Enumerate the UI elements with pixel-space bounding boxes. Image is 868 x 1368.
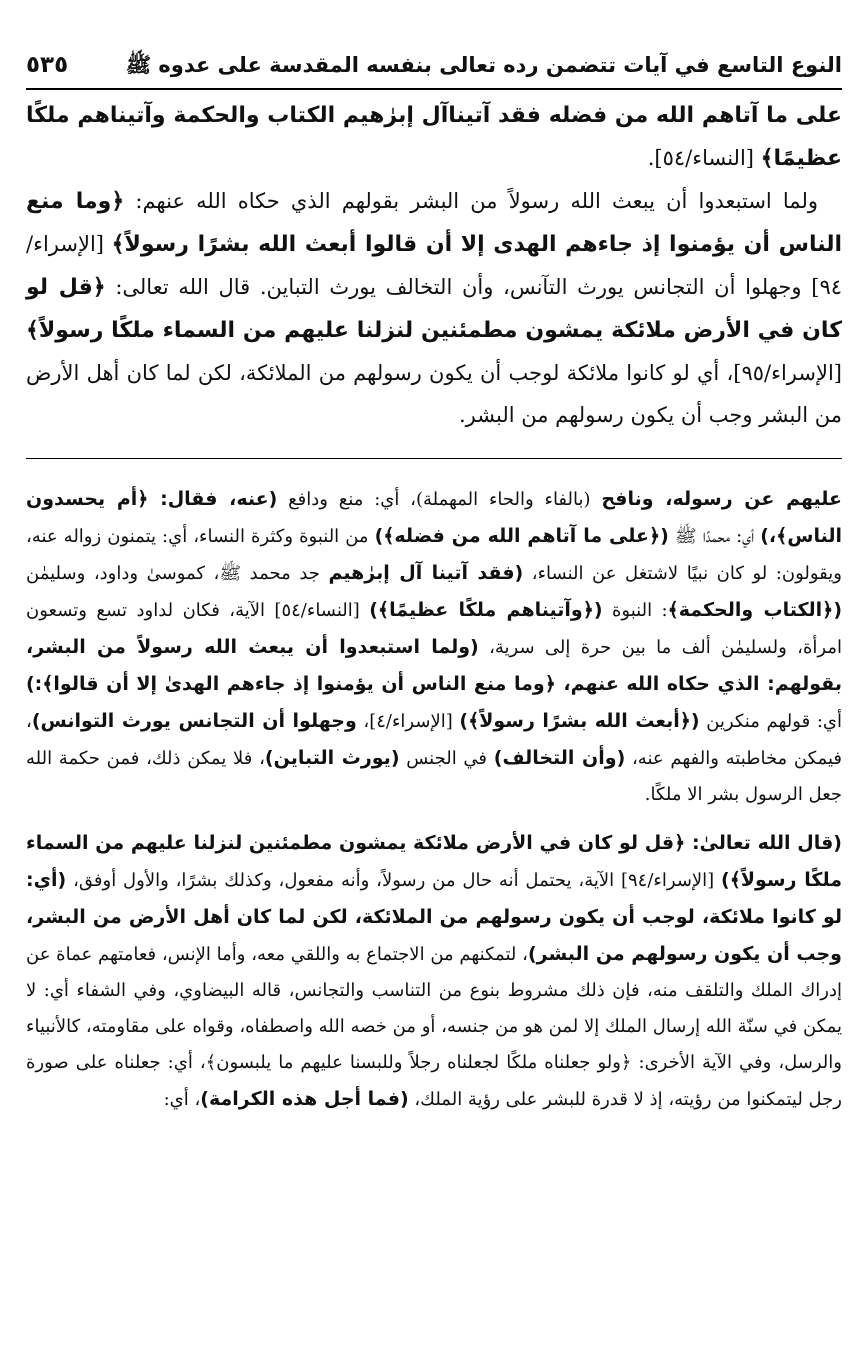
bold-text-run: (فما أجل هذه الكرامة) bbox=[200, 1088, 409, 1110]
bold-text-run: (﴿على ما آتاهم الله من فضله﴾) bbox=[374, 525, 669, 547]
text-run: أي: قولهم منكرين bbox=[699, 711, 842, 732]
text-run: من النبوة وكثرة النساء، أي: يتمنون زواله عنه، ويقولون: لو كان نبيًا لاشتغل عن النساء، bbox=[26, 526, 842, 584]
bold-text-run: (فقد آتينا آل إبرٰهيم bbox=[328, 562, 524, 584]
text-run: : النبوة bbox=[602, 600, 668, 621]
text-run: ولما استبعدوا أن يبعث الله رسولاً من البشر بقولهم الذي حكاه الله عنهم: bbox=[124, 189, 818, 213]
bold-text-run: (﴿الكتاب والحكمة﴾ bbox=[667, 599, 842, 621]
commentary-paragraph bbox=[26, 825, 842, 1118]
text-run: ، فلا يمكن ذلك، فمن حكمة الله جعل الرسول بشر الا ملكًا. bbox=[26, 748, 842, 805]
text-run: ، أي: bbox=[163, 1089, 201, 1110]
commentary-text bbox=[26, 481, 842, 1118]
text-run: ، لتمكنهم من الاجتماع به واللقي معه، وأما الإنس، فعامتهم عماة عن إدراك الملك والتلقف منه، فإن ذلك مشروط بنوع من التناسب والتجانس، قاله البيضاوي، وفي الشفاء أي: لا يمكن في سنّة الله إرسال الملك إلا لمن هو من جنسه، أو من خصه الله واصطفاه، وقواه على مقاومته، كالأنبياء والرسل، وفي الآية الأخرى: ﴿ولو جعلناه ملكًا لجعلناه رجلاً وللبسنا عليهم ما يلبسون﴾، أي: جعلناه على صورة رجل ليتمكنوا من رؤيته، إذ لا قدرة للبشر على رؤية الملك، bbox=[26, 944, 842, 1110]
text-run: [الإسراء/٩٥]، أي لو كانوا ملائكة لوجب أن يكون رسولهم من الملائكة، لكن لما كان أهل الأرض من البشر وجب أن يكون رسولهم من البشر. bbox=[26, 361, 842, 427]
main-paragraph bbox=[26, 180, 842, 436]
bold-text-run: على ما آتاهم الله من فضله فقد آتيناآل إبرٰهيم الكتاب والحكمة وآتيناهم ملكًا عظيمًا﴾ bbox=[26, 103, 842, 171]
footnote-divider bbox=[26, 458, 842, 459]
bold-text-run: (عنه، فقال: ﴿أم يحسدون الناس﴾،) bbox=[26, 488, 842, 547]
bold-text-run: (﴿أبعث الله بشرًا رسولاً﴾) bbox=[459, 710, 700, 732]
text-run: [الإسراء/٩٤] الآية، يحتمل أنه حال من رسولاً، وأنه مفعول، وكذلك بشرًا، والأول أوفق، bbox=[66, 870, 722, 891]
bold-text-run: (قال الله تعالىٰ: ﴿قل لو كان في الأرض ملائكة يمشون مطمئنين لنزلنا عليهم من السماء ملكًا رسولاً﴾) bbox=[26, 832, 842, 891]
main-text bbox=[26, 94, 842, 436]
running-header bbox=[26, 52, 842, 90]
text-run: [الإسراء/٩٤] وجهلوا أن التجانس يورث التآنس، وأن التخالف يورث التباين. قال الله تعالى: bbox=[26, 232, 842, 299]
bold-text-run: (﴿وآتيناهم ملكًا عظيمًا﴾) bbox=[369, 599, 603, 621]
bold-text-run: وجهلوا أن التجانس يورث التوانس) bbox=[31, 710, 357, 732]
text-run: [الإسراء/٤]، bbox=[356, 711, 460, 732]
text-run: أي: محمدًا ﷺ bbox=[668, 526, 761, 547]
text-run: [النساء/٥٤]. bbox=[647, 146, 761, 170]
bold-text-run: (ولما استبعدوا أن يبعث الله رسولاً من البشر، بقولهم: الذي حكاه الله عنهم، ﴿وما منع الناس أن يؤمنوا إذ جاءهم الهدىٰ إلا أن قالوا﴾:) bbox=[26, 636, 842, 695]
bold-text-run: (وأن التخالف) bbox=[493, 747, 626, 769]
text-run: [النساء/٥٤] الآية، فكان لداود تسع وتسعون امرأة، ولسليمٰن ألف ما بين حرة إلى سرية، bbox=[26, 600, 842, 658]
bold-text-run: (أي: لو كانوا ملائكة، لوجب أن يكون رسولهم من الملائكة، لكن لما كان أهل الأرض من البشر، وجب أن يكون رسولهم من البشر) bbox=[26, 869, 842, 965]
header-title: النوع التاسع في آيات تتضمن رده تعالى بنفسه المقدسة على عدوه ﷺ bbox=[125, 53, 842, 77]
text-run: في الجنس bbox=[399, 748, 494, 769]
commentary-paragraph bbox=[26, 481, 842, 813]
page-number: ٥٣٥ bbox=[26, 52, 69, 78]
bold-text-run: (يورث التباين) bbox=[264, 747, 400, 769]
text-run: ، فيمكن مخاطبته والفهم عنه، bbox=[26, 711, 843, 769]
main-paragraph bbox=[26, 94, 842, 180]
bold-text-run: عليهم عن رسوله، ونافح bbox=[601, 488, 842, 510]
book-page bbox=[26, 52, 842, 1130]
bold-text-run: ﴿وما منع الناس أن يؤمنوا إذ جاءهم الهدى إلا أن قالوا أبعث الله بشرًا رسولاً﴾ bbox=[26, 189, 842, 257]
bold-text-run: ﴿قل لو كان في الأرض ملائكة يمشون مطمئنين لنزلنا عليهم من السماء ملكًا رسولاً﴾ bbox=[26, 275, 842, 343]
text-run: جد محمد ﷺ، كموسىٰ وداود، وسليمٰن bbox=[26, 563, 329, 584]
text-run: (بالفاء والحاء المهملة)، أي: منع ودافع bbox=[277, 489, 602, 510]
